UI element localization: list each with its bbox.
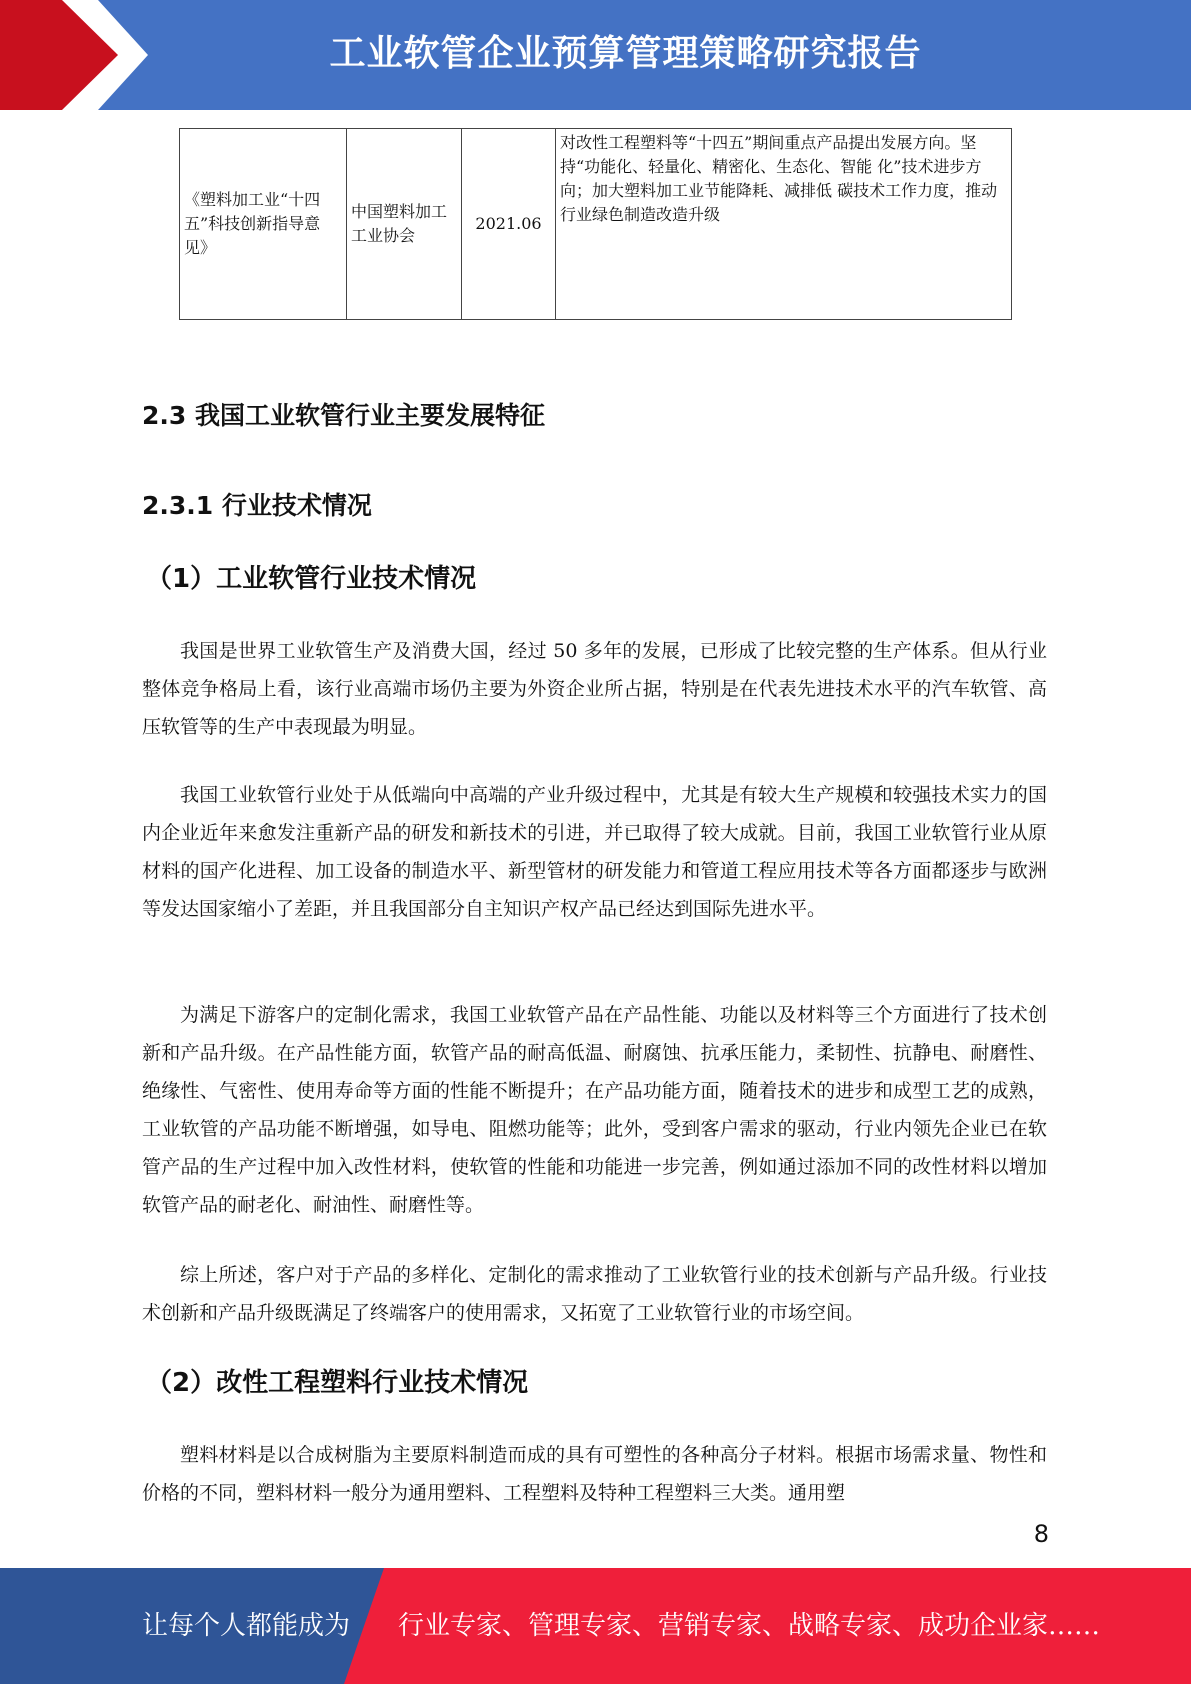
section-heading-2-3: 2.3 我国工业软管行业主要发展特征 — [142, 401, 545, 430]
subsection-heading-2: （2）改性工程塑料行业技术情况 — [146, 1368, 529, 1398]
page-number: 8 — [1033, 1520, 1049, 1548]
footer-slogan-left: 让每个人都能成为 — [142, 1611, 351, 1641]
policy-table — [179, 128, 1012, 320]
paragraph-3: 为满足下游客户的定制化需求，我国工业软管产品在产品性能、功能以及材料等三个方面进行了技术创新和产品升级。在产品性能方面，软管产品的耐高低温、耐腐蚀、抗承压能力，柔韧性、抗静电、耐磨性、绝缘性、气密性、使用寿命等方面的性能不断提升；在产品功能方面，随着技术的进步和成型工艺的成熟，工业软管的产品功能不断增强，如导电、阻燃功能等；此外，受到客户需求的驱动，行业内领先企业已在软管产品的生产过程中加入改性材料，使软管的性能和功能进一步完善，例如通过添加不同的改性材料以增加软管产品的耐老化、耐油性、耐磨性等。 — [142, 1004, 1047, 1216]
policy-name-cell: 《塑料加工业“十四五”科技创新指导意见》 — [180, 129, 347, 320]
report-title: 工业软管企业预算管理策略研究报告 — [329, 33, 922, 74]
paragraph-4: 综上所述，客户对于产品的多样化、定制化的需求推动了工业软管行业的技术创新与产品升级。行业技术创新和产品升级既满足了终端客户的使用需求，又拓宽了工业软管行业的市场空间。 — [142, 1264, 1047, 1324]
page-header — [0, 0, 1191, 110]
subsection-heading-1: （1）工业软管行业技术情况 — [146, 564, 477, 594]
paragraph-1: 我国是世界工业软管生产及消费大国，经过 50 多年的发展，已形成了比较完整的生产体系。但从行业整体竞争格局上看，该行业高端市场仍主要为外资企业所占据，特别是在代表先进技术水平的汽车软管、高压软管等的生产中表现最为明显。 — [142, 640, 1047, 738]
header-arrow-decoration — [0, 0, 160, 110]
section-heading-2-3-1: 2.3.1 行业技术情况 — [142, 491, 372, 520]
policy-content-cell: 对改性工程塑料等“十四五”期间重点产品提出发展方向。坚持“功能化、轻量化、精密化、生态化、智能 化”技术进步方向；加大塑料加工业节能降耗、减排低 碳技术工作力度，推动行业绿色制造改造升级 — [556, 129, 1012, 320]
paragraph-5: 塑料材料是以合成树脂为主要原料制造而成的具有可塑性的各种高分子材料。根据市场需求量、物性和价格的不同，塑料材料一般分为通用塑料、工程塑料及特种工程塑料三大类。通用塑 — [142, 1444, 1047, 1504]
footer-slogan-right: 行业专家、管理专家、营销专家、战略专家、成功企业家…… — [398, 1611, 1101, 1641]
table-row — [180, 129, 1012, 320]
page-footer — [0, 1568, 1191, 1684]
paragraph-2: 我国工业软管行业处于从低端向中高端的产业升级过程中，尤其是有较大生产规模和较强技术实力的国内企业近年来愈发注重新产品的研发和新技术的引进，并已取得了较大成就。目前，我国工业软管行业从原材料的国产化进程、加工设备的制造水平、新型管材的研发能力和管道工程应用技术等各方面都逐步与欧洲等发达国家缩小了差距，并且我国部分自主知识产权产品已经达到国际先进水平。 — [142, 784, 1047, 920]
issue-date-cell: 2021.06 — [462, 129, 556, 320]
issuing-organization-cell: 中国塑料加工工业协会 — [347, 129, 462, 320]
